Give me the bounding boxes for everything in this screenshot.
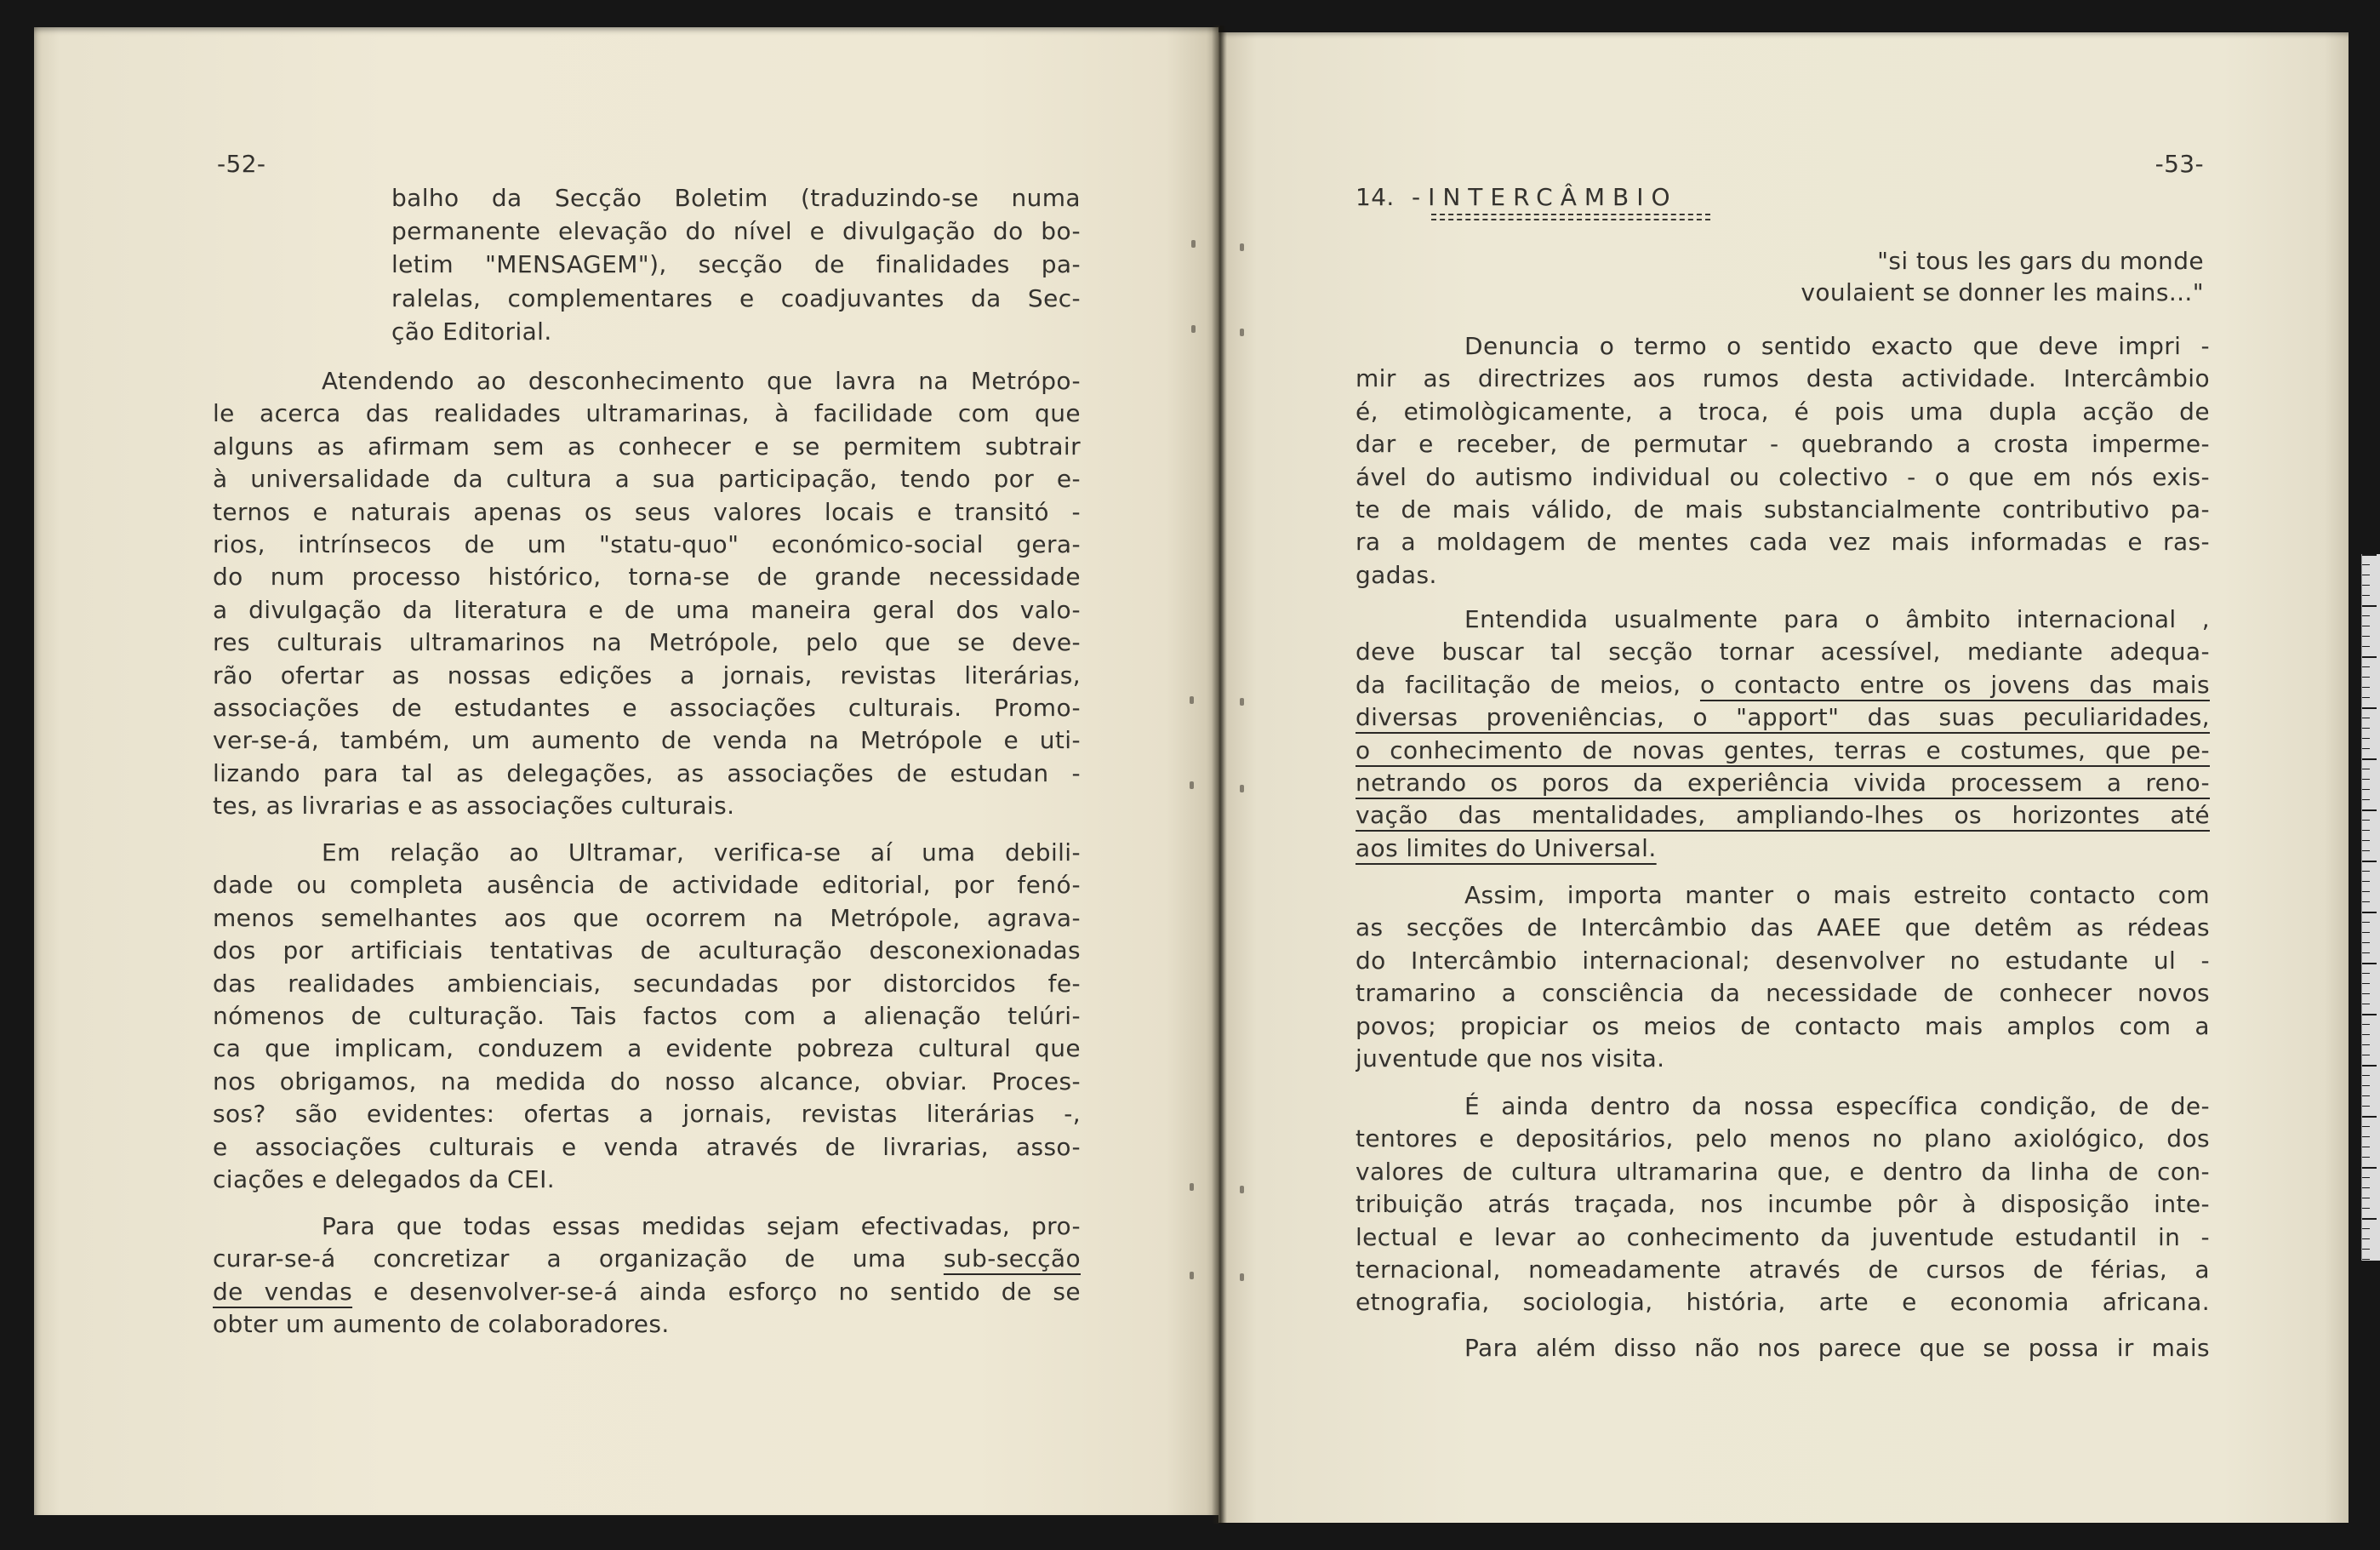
text-line — [213, 1243, 1081, 1275]
paragraph-5 — [1356, 1332, 2210, 1364]
text-line: tribuição atrás traçada, nos incumbe pôr à disposição inte- — [1356, 1190, 2210, 1219]
binding-mark — [1240, 243, 1244, 251]
text-line: letim "MENSAGEM"), secção de finalidades pa- — [391, 250, 1081, 279]
paragraph-2 — [1356, 603, 2210, 865]
text-line: rios, intrínsecos de um "statu-quo" económico-social gera- — [213, 529, 1081, 558]
text-line: ção Editorial. — [391, 317, 552, 346]
paragraph-4 — [213, 1210, 1081, 1341]
text-line: lizando para tal as delegações, as associações de estudan - — [213, 758, 1081, 787]
text-line: nos obrigamos, na medida do nosso alcance, obviar. Proces- — [213, 1067, 1081, 1095]
text-line: Entendida usualmente para o âmbito internacional , — [1464, 605, 2210, 633]
text-line: mir as directrizes aos rumos desta actividade. Intercâmbio — [1356, 364, 2210, 393]
text-line: do num processo histórico, torna-se de grande necessidade — [213, 563, 1081, 592]
underlined-text: vação das mentalidades, ampliando-lhes os horizontes até — [1356, 801, 2210, 830]
text-line: das realidades ambienciais, secundadas por distorcidos fe- — [213, 969, 1081, 998]
binding-mark — [1190, 781, 1194, 789]
text-line: tes, as livrarias e as associações culturais. — [213, 792, 735, 821]
text-line: te de mais válido, de mais substancialmente contributivo pa- — [1356, 495, 2210, 523]
text-line: Para além disso não nos parece que se possa ir mais — [1464, 1334, 2210, 1362]
text-line: lectual e levar ao conhecimento da juventude estudantil in - — [1356, 1222, 2210, 1251]
text-line — [1356, 767, 2210, 799]
text-line — [1356, 799, 2210, 832]
text-line: Atendendo ao desconhecimento que lavra na Metrópo- — [322, 367, 1081, 395]
text-line: voulaient se donner les mains..." — [1801, 278, 2204, 306]
section-number: 14. — [1356, 183, 1395, 211]
text-line: ra a moldagem de mentes cada vez mais informadas e ras- — [1356, 528, 2210, 557]
text-line: menos semelhantes aos que ocorrem na Metrópole, agrava- — [213, 903, 1081, 932]
section-title: -INTERCÂMBIO — [1412, 183, 1678, 211]
text-line: dos por artificiais tentativas de aculturação desconexionadas — [213, 936, 1081, 965]
text-line: É ainda dentro da nossa específica condição, de de- — [1464, 1092, 2210, 1120]
text-line: obter um aumento de colaboradores. — [213, 1310, 670, 1339]
text-line: ternos e naturais apenas os seus valores locais e transitó - — [213, 497, 1081, 526]
text-line: alguns as afirmam sem as conhecer e se permitem subtrair — [213, 432, 1081, 460]
text-segment: e desenvolver-se-á ainda esforço no sentido de se — [352, 1277, 1081, 1306]
text-line: deve buscar tal secção tornar acessível, mediante adequa- — [1356, 638, 2210, 666]
binding-mark — [1190, 696, 1194, 704]
underlined-text: netrando os poros da experiência vivida processem a reno- — [1356, 768, 2210, 797]
text-line: à universalidade da cultura a sua participação, tendo por e- — [213, 465, 1081, 494]
text-line: ternacional, nomeadamente através de cursos de férias, a — [1356, 1255, 2210, 1284]
text-line: ralelas, complementares e coadjuvantes da Sec- — [391, 283, 1081, 312]
underlined-text: sub-secção — [943, 1244, 1081, 1273]
epigraph-quote — [1356, 245, 2204, 308]
text-line: povos; propiciar os meios de contacto mais amplos com a — [1356, 1011, 2210, 1040]
text-line: ca que implicam, conduzem a evidente pobreza cultural que — [213, 1034, 1081, 1063]
text-line: ável do autismo individual ou colectivo - o que em nós exis- — [1356, 462, 2210, 491]
text-line: permanente elevação do nível e divulgação do bo- — [391, 217, 1081, 246]
text-line — [1356, 701, 2210, 734]
binding-mark — [1190, 1183, 1194, 1191]
text-line: e associações culturais e venda através de livrarias, asso- — [213, 1132, 1081, 1161]
text-line: tentores e depositários, pelo menos no plano axiológico, dos — [1356, 1124, 2210, 1153]
binding-mark — [1191, 325, 1196, 333]
text-line: rão ofertar as nossas edições a jornais, revistas literárias, — [213, 661, 1081, 689]
book-gutter — [1212, 26, 1227, 1524]
underlined-text: o contacto entre os jovens das mais — [1699, 670, 2210, 699]
text-line: associações de estudantes e associações culturais. Promo- — [213, 693, 1081, 722]
paragraph-4 — [1356, 1090, 2210, 1319]
text-line: valores de cultura ultramarina que, e dentro da linha de con- — [1356, 1157, 2210, 1186]
text-line: nómenos de culturação. Tais factos com a alienação telúri- — [213, 1001, 1081, 1030]
text-line: "si tous les gars du monde — [1877, 247, 2204, 275]
binding-mark — [1240, 698, 1244, 706]
binding-mark — [1191, 240, 1196, 248]
text-line: res culturais ultramarinos na Metrópole, pelo que se deve- — [213, 628, 1081, 657]
text-line: Em relação ao Ultramar, verifica-se aí uma debili- — [322, 838, 1081, 867]
text-line: é, etimològicamente, a troca, é pois uma dupla acção de — [1356, 397, 2210, 426]
text-line: Para que todas essas medidas sejam efectivadas, pro- — [322, 1212, 1081, 1240]
page-number: -53- — [2155, 150, 2204, 178]
text-line — [1356, 669, 2210, 701]
text-line: tramarino a consciência da necessidade de conhecer novos — [1356, 979, 2210, 1008]
text-line: sos? são evidentes: ofertas a jornais, revistas literárias -, — [213, 1100, 1081, 1129]
text-line: balho da Secção Boletim (traduzindo-se numa — [391, 184, 1081, 212]
text-line: do Intercâmbio internacional; desenvolver no estudante ul - — [1356, 946, 2210, 975]
page-number: -52- — [217, 150, 266, 178]
underlined-text: de vendas — [213, 1277, 353, 1306]
section-title-underline — [1431, 214, 1710, 220]
text-line: Assim, importa manter o mais estreito contacto com — [1464, 881, 2210, 909]
binding-mark — [1240, 785, 1244, 792]
text-line: gadas. — [1356, 560, 1437, 589]
text-line: le acerca das realidades ultramarinas, à facilidade com que — [213, 399, 1081, 428]
underlined-text: aos limites do Universal. — [1356, 833, 1657, 862]
binding-mark — [1240, 329, 1244, 336]
text-line: etnografia, sociologia, história, arte e economia africana. — [1356, 1288, 2210, 1317]
paragraph-1 — [1356, 330, 2210, 592]
text-line: ciações e delegados da CEI. — [213, 1164, 556, 1193]
paragraph-1 — [391, 181, 1081, 348]
scale-ruler — [2361, 554, 2380, 1261]
paragraph-3 — [1356, 879, 2210, 1075]
text-line: ver-se-á, também, um aumento de venda na Metrópole e uti- — [213, 726, 1081, 755]
paragraph-3 — [213, 837, 1081, 1196]
text-segment: curar-se-á concretizar a organização de uma — [213, 1244, 944, 1273]
binding-mark — [1240, 1186, 1244, 1193]
text-line — [213, 1276, 1081, 1308]
underlined-text: diversas proveniências, o "apport" das suas peculiaridades, — [1356, 703, 2210, 732]
text-line: a divulgação da literatura e de uma maneira geral dos valo- — [213, 595, 1081, 624]
text-line: dar e receber, de permutar - quebrando a crosta imperme- — [1356, 430, 2210, 459]
binding-mark — [1190, 1272, 1194, 1279]
text-line: juventude que nos visita. — [1356, 1044, 1665, 1072]
binding-mark — [1240, 1273, 1244, 1281]
text-segment: da facilitação de meios, — [1356, 670, 1700, 699]
text-line: as secções de Intercâmbio das AAEE que detêm as rédeas — [1356, 913, 2210, 942]
text-line — [1356, 832, 2210, 865]
underlined-text: o conhecimento de novas gentes, terras e costumes, que pe- — [1356, 735, 2210, 764]
text-line — [1356, 735, 2210, 767]
text-line: dade ou completa ausência de actividade editorial, por fenó- — [213, 871, 1081, 900]
paragraph-2 — [213, 365, 1081, 822]
text-line: Denuncia o termo o sentido exacto que deve impri - — [1464, 332, 2210, 360]
